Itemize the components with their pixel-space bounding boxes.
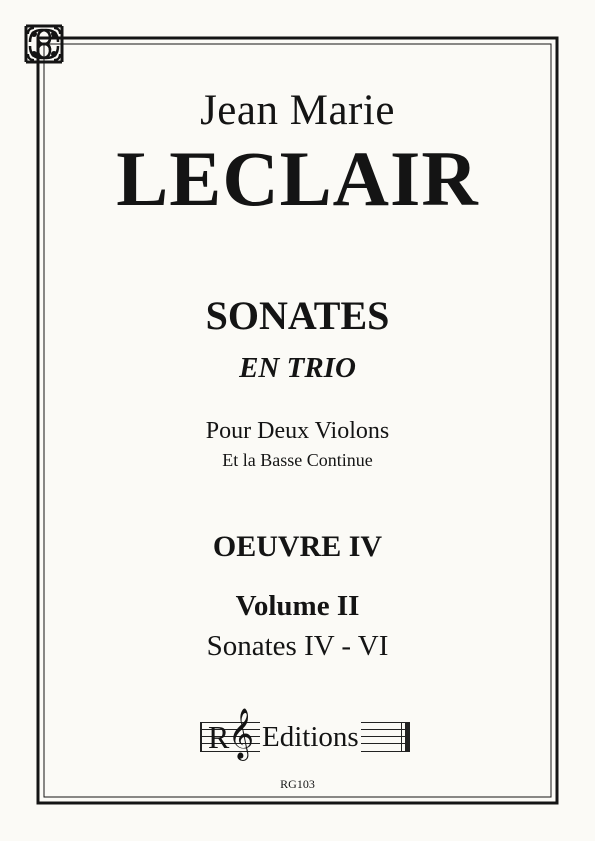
composer-first-name: Jean Marie	[200, 87, 395, 134]
publisher-name: Editions	[262, 721, 359, 753]
logo-bar-start	[200, 722, 202, 752]
volume-number: Volume II	[235, 590, 360, 622]
work-title: SONATES	[205, 293, 390, 338]
opus-number: OEUVRE IV	[212, 530, 383, 563]
logo-bar-end-thin	[401, 722, 402, 752]
logo-bar-end-thick	[405, 722, 410, 752]
instrumentation-line-1: Pour Deux Violons	[205, 418, 390, 444]
corner-ornament-bottom-right	[24, 24, 64, 64]
composer-last-name: LECLAIR	[116, 135, 479, 222]
publisher-initial: R	[208, 719, 230, 755]
catalog-number: RG103	[280, 777, 315, 791]
sonatas-range: Sonates IV - VI	[206, 630, 389, 662]
publisher-logo	[200, 702, 410, 768]
work-subtitle: EN TRIO	[239, 352, 356, 384]
treble-clef-icon: 𝄞	[228, 708, 255, 759]
instrumentation-line-2: Et la Basse Continue	[222, 450, 373, 470]
